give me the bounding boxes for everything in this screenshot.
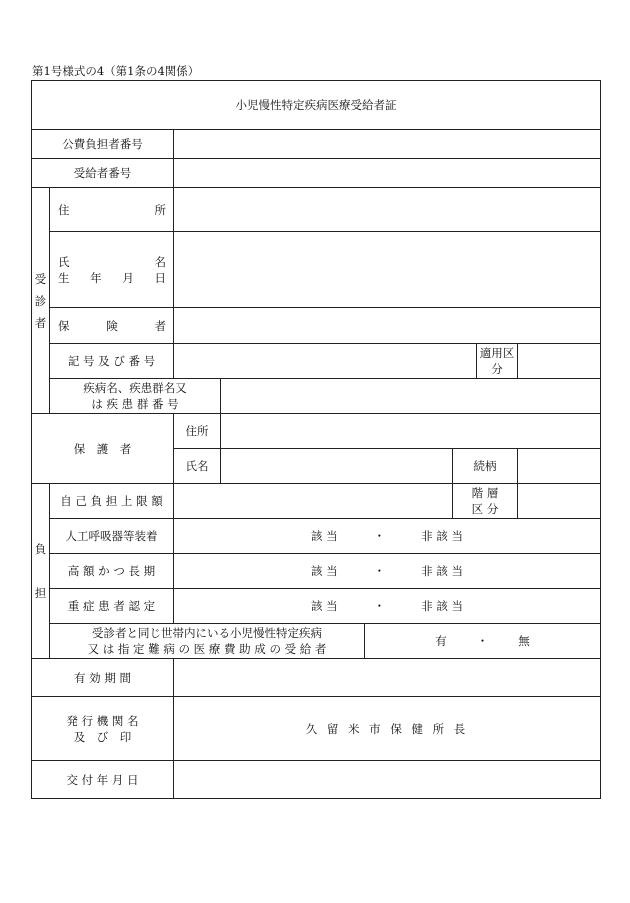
patient-address-field[interactable] (174, 188, 601, 232)
form-title: 小児慢性特定疾病医療受給者証 (32, 81, 601, 130)
guardian-address-label: 住所 (174, 414, 221, 449)
option-not-applicable[interactable]: 非 該 当 (421, 599, 463, 613)
applicable-category-label: 適用区分 (477, 344, 518, 379)
certificate-form (31, 80, 601, 799)
disease-name-label: 疾病名、疾患群名又 は 疾 患 群 番 号 (50, 379, 221, 414)
separator-dot: ・ (373, 599, 386, 613)
severe-patient-label: 重 症 患 者 認 定 (50, 589, 174, 624)
patient-address-label: 住 所 (50, 188, 174, 232)
applicable-category-field[interactable] (518, 344, 601, 379)
self-pay-limit-label: 自 己 負 担 上 限 額 (50, 484, 174, 519)
guardian-name-label: 氏名 (174, 449, 221, 484)
issue-date-label: 交 付 年 月 日 (32, 761, 174, 799)
validity-period-field[interactable] (174, 659, 601, 697)
symbol-number-field[interactable] (174, 344, 477, 379)
option-applicable[interactable]: 該 当 (311, 564, 338, 578)
tier-category-field[interactable] (518, 484, 601, 519)
ventilator-label: 人工呼吸器等装着 (50, 519, 174, 554)
relationship-field[interactable] (518, 449, 601, 484)
disease-name-field[interactable] (221, 379, 601, 414)
option-not-applicable[interactable]: 非 該 当 (421, 529, 463, 543)
tier-category-label: 階 層 区 分 (453, 484, 518, 519)
insurer-field[interactable] (174, 308, 601, 344)
issue-date-field[interactable] (174, 761, 601, 799)
option-no[interactable]: 無 (518, 634, 530, 648)
separator-dot: ・ (476, 634, 489, 648)
insurer-label: 保 険 者 (50, 308, 174, 344)
option-applicable[interactable]: 該 当 (311, 529, 338, 543)
severe-patient-options[interactable] (174, 589, 601, 624)
separator-dot: ・ (373, 564, 386, 578)
option-not-applicable[interactable]: 非 該 当 (421, 564, 463, 578)
option-applicable[interactable]: 該 当 (311, 599, 338, 613)
same-household-label: 受診者と同じ世帯内にいる小児慢性特定疾病 又 は 指 定 難 病 の 医 療 費 助 成 の 受 給 者 (50, 624, 365, 659)
option-yes[interactable]: 有 (435, 634, 447, 648)
burden-group-label: 負 担 (32, 484, 50, 659)
patient-name-birthdate-field[interactable] (174, 232, 601, 308)
high-long-term-options[interactable] (174, 554, 601, 589)
patient-name-birthdate-label: 氏 名 生 年 月 日 (50, 232, 174, 308)
patient-group-label: 受 診 者 (32, 188, 50, 414)
same-household-options[interactable] (365, 624, 601, 659)
issuer-value: 久 留 米 市 保 健 所 長 (174, 697, 601, 761)
form-caption: 第1号様式の4（第1条の4関係） (32, 64, 200, 78)
separator-dot: ・ (373, 529, 386, 543)
issuer-label: 発 行 機 関 名 及 び 印 (32, 697, 174, 761)
recipient-number-label: 受給者番号 (32, 159, 174, 188)
public-payer-number-label: 公費負担者番号 (32, 130, 174, 159)
public-payer-number-field[interactable] (174, 130, 601, 159)
guardian-address-field[interactable] (221, 414, 601, 449)
self-pay-limit-field[interactable] (174, 484, 453, 519)
recipient-number-field[interactable] (174, 159, 601, 188)
high-long-term-label: 高 額 か つ 長 期 (50, 554, 174, 589)
validity-period-label: 有 効 期 間 (32, 659, 174, 697)
guardian-label: 保 護 者 (32, 414, 174, 484)
relationship-label: 続柄 (453, 449, 518, 484)
ventilator-options[interactable] (174, 519, 601, 554)
symbol-number-label: 記 号 及 び 番 号 (50, 344, 174, 379)
guardian-name-field[interactable] (221, 449, 453, 484)
